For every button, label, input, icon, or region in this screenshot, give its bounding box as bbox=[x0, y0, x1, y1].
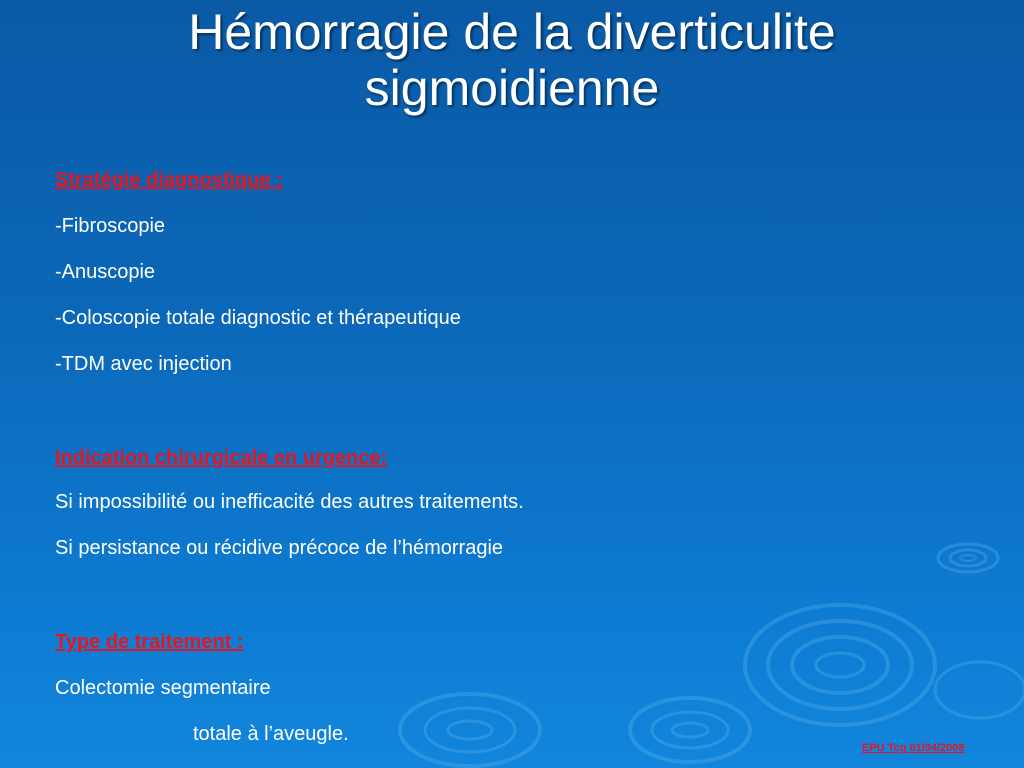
title-line-1: Hémorragie de la diverticulite bbox=[188, 4, 836, 60]
treatment-item: totale à l’aveugle. bbox=[193, 723, 349, 745]
diagnostic-item: -Anuscopie bbox=[55, 261, 156, 283]
diagnostic-item: -TDM avec injection bbox=[55, 353, 232, 375]
diagnostic-item: -Fibroscopie bbox=[55, 215, 166, 237]
indication-item: Si impossibilité ou inefficacité des autres traitements. bbox=[55, 491, 524, 513]
indication-item: Si persistance ou récidive précoce de l’hémorragie bbox=[55, 537, 504, 559]
diagnostic-heading: Stratégie diagnostique : bbox=[55, 169, 283, 191]
indication-heading: Indication chirurgicale en urgence: bbox=[55, 447, 388, 469]
treatment-heading: Type de traitement : bbox=[55, 631, 244, 653]
title-line-2: sigmoidienne bbox=[364, 60, 660, 116]
slide-title bbox=[0, 4, 1024, 116]
diagnostic-item: -Coloscopie totale diagnostic et thérapeutique bbox=[55, 307, 461, 329]
footer-link[interactable]: EPU Tcg 01/04/2008 bbox=[862, 742, 965, 754]
treatment-item: Colectomie segmentaire bbox=[55, 677, 271, 699]
